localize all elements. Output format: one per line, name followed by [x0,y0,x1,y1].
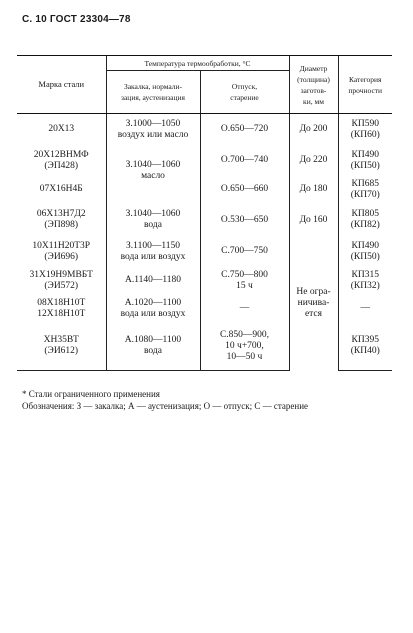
cell-grade: 07Х16Н4Б [17,176,106,204]
cell-quench: З.1100—1150 вода или воздух [106,237,200,267]
cell-grade: 20Х13 [17,114,106,146]
cell-grade: 31Х19Н9МВБТ (ЭИ572) [17,267,106,295]
cell-diameter: До 220 [289,146,338,176]
cell-temper: С.700—750 [200,237,289,267]
table-row [17,146,392,176]
cell-category: КП395 (КП40) [338,323,392,371]
heat-treatment-table [17,56,392,371]
cell-diameter-not-limited: Не огра- ничива- ется [289,237,338,371]
cell-quench: А.1140—1180 [106,267,200,295]
cell-temper: — [200,295,289,323]
cell-temper: С.850—900, 10 ч+700, 10—50 ч [200,323,289,371]
cell-grade: ХН35ВТ (ЭИ612) [17,323,106,371]
cell-category: — [338,295,392,323]
cell-diameter: До 160 [289,204,338,237]
table-row [17,204,392,237]
header-strength-category: Категория прочности [338,56,392,114]
cell-grade: 20Х12ВНМФ (ЭП428) [17,146,106,176]
cell-grade: 10Х11Н20Т3Р (ЭИ696) [17,237,106,267]
cell-diameter: До 180 [289,176,338,204]
cell-temper: О.530—650 [200,204,289,237]
header-quench-normalize: Закалка, нормали- зация, аустенизация [106,71,200,114]
cell-temper: С.750—800 15 ч [200,267,289,295]
cell-quench: А.1020—1100 вода или воздух [106,295,200,323]
cell-quench: З.1040—1060 масло [106,146,200,204]
cell-quench: З.1000—1050 воздух или масло [106,114,200,146]
footnote-restricted: * Стали ограниченного применения [22,389,160,399]
cell-grade: 08Х18Н10Т 12Х18Н10Т [17,295,106,323]
cell-quench: А.1080—1100 вода [106,323,200,371]
cell-temper: О.650—660 [200,176,289,204]
cell-category: КП805 (КП82) [338,204,392,237]
header-heat-treatment-temp: Температура термообработки, °С [106,56,289,71]
cell-quench: З.1040—1060 вода [106,204,200,237]
cell-category: КП315 (КП32) [338,267,392,295]
page-header: С. 10 ГОСТ 23304—78 [22,14,131,25]
header-steel-grade: Марка стали [17,56,106,114]
cell-category: КП490 (КП50) [338,146,392,176]
cell-category: КП490 (КП50) [338,237,392,267]
cell-category: КП685 (КП70) [338,176,392,204]
table-row [17,176,392,204]
cell-temper: О.650—720 [200,114,289,146]
footnote-legend: Обозначения: З — закалка; А — аустенизация; О — отпуск; С — старение [22,401,309,411]
cell-diameter: До 200 [289,114,338,146]
header-diameter: Диаметр (толщина) заготов- ки, мм [289,56,338,114]
cell-temper: О.700—740 [200,146,289,176]
table-row [17,237,392,267]
header-temper-aging: Отпуск, старение [200,71,289,114]
cell-grade: 06Х13Н7Д2 (ЭП898) [17,204,106,237]
cell-category: КП590 (КП60) [338,114,392,146]
table-row [17,114,392,146]
